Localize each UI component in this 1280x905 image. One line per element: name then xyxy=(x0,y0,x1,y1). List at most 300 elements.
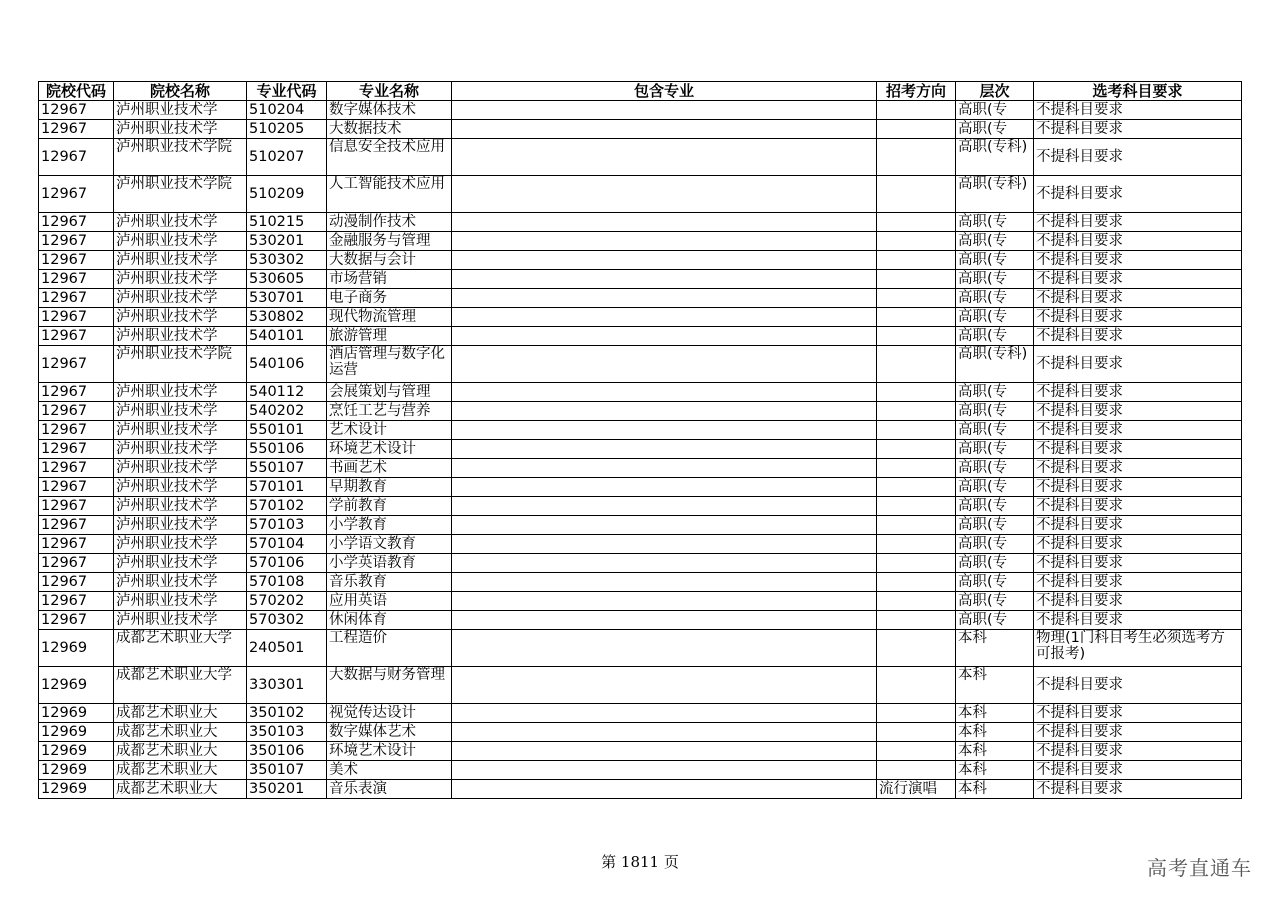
direction-cell xyxy=(877,289,956,308)
major-name-cell: 旅游管理 xyxy=(327,327,452,346)
school-code-cell: 12967 xyxy=(39,308,114,327)
major-code-cell: 570104 xyxy=(247,535,327,554)
subject-requirement-cell: 不提科目要求 xyxy=(1034,742,1242,761)
table-row xyxy=(39,289,1242,308)
direction-cell xyxy=(877,251,956,270)
school-name-cell: 成都艺术职业大 xyxy=(114,780,247,799)
table-row xyxy=(39,139,1242,176)
school-name-cell: 泸州职业技术学院 xyxy=(114,346,247,383)
school-code-cell: 12967 xyxy=(39,497,114,516)
major-name-cell: 学前教育 xyxy=(327,497,452,516)
table-row xyxy=(39,327,1242,346)
subject-requirement-cell: 不提科目要求 xyxy=(1034,573,1242,592)
level-cell: 高职(专 xyxy=(956,327,1034,346)
level-cell: 本科 xyxy=(956,742,1034,761)
level-cell: 高职(专 xyxy=(956,383,1034,402)
subject-requirement-cell: 不提科目要求 xyxy=(1034,780,1242,799)
major-code-cell: 350106 xyxy=(247,742,327,761)
included-majors-cell xyxy=(452,516,877,535)
school-name-cell: 泸州职业技术学院 xyxy=(114,176,247,213)
major-code-cell: 570202 xyxy=(247,592,327,611)
level-cell: 高职(专科) xyxy=(956,176,1034,213)
major-code-cell: 350201 xyxy=(247,780,327,799)
included-majors-cell xyxy=(452,327,877,346)
school-code-cell: 12967 xyxy=(39,516,114,535)
subject-requirement-cell: 不提科目要求 xyxy=(1034,516,1242,535)
subject-requirement-cell: 不提科目要求 xyxy=(1034,327,1242,346)
school-name-cell: 泸州职业技术学 xyxy=(114,554,247,573)
included-majors-cell xyxy=(452,120,877,139)
subject-requirement-cell: 不提科目要求 xyxy=(1034,383,1242,402)
direction-cell xyxy=(877,535,956,554)
included-majors-cell xyxy=(452,497,877,516)
major-name-cell: 电子商务 xyxy=(327,289,452,308)
direction-cell xyxy=(877,383,956,402)
school-code-cell: 12967 xyxy=(39,120,114,139)
level-cell: 本科 xyxy=(956,667,1034,704)
table-row xyxy=(39,554,1242,573)
subject-requirement-cell: 不提科目要求 xyxy=(1034,120,1242,139)
major-name-cell: 书画艺术 xyxy=(327,459,452,478)
direction-cell xyxy=(877,176,956,213)
level-cell: 高职(专 xyxy=(956,459,1034,478)
school-name-cell: 成都艺术职业大 xyxy=(114,742,247,761)
school-name-cell: 泸州职业技术学 xyxy=(114,402,247,421)
subject-requirement-cell: 不提科目要求 xyxy=(1034,478,1242,497)
table-row xyxy=(39,308,1242,327)
col-header: 专业代码 xyxy=(247,82,327,101)
school-code-cell: 12969 xyxy=(39,742,114,761)
included-majors-cell xyxy=(452,554,877,573)
school-name-cell: 泸州职业技术学 xyxy=(114,497,247,516)
major-name-cell: 小学语文教育 xyxy=(327,535,452,554)
included-majors-cell xyxy=(452,101,877,120)
level-cell: 高职(专 xyxy=(956,402,1034,421)
major-name-cell: 小学英语教育 xyxy=(327,554,452,573)
col-header: 选考科目要求 xyxy=(1034,82,1242,101)
table-body xyxy=(39,101,1242,799)
direction-cell xyxy=(877,723,956,742)
included-majors-cell xyxy=(452,421,877,440)
major-code-cell: 540106 xyxy=(247,346,327,383)
school-code-cell: 12967 xyxy=(39,383,114,402)
direction-cell xyxy=(877,742,956,761)
major-name-cell: 市场营销 xyxy=(327,270,452,289)
col-header: 院校代码 xyxy=(39,82,114,101)
major-code-cell: 570103 xyxy=(247,516,327,535)
subject-requirement-cell: 不提科目要求 xyxy=(1034,308,1242,327)
level-cell: 高职(专 xyxy=(956,497,1034,516)
level-cell: 高职(专科) xyxy=(956,346,1034,383)
school-name-cell: 泸州职业技术学 xyxy=(114,289,247,308)
table-row xyxy=(39,213,1242,232)
included-majors-cell xyxy=(452,535,877,554)
direction-cell xyxy=(877,421,956,440)
page-number: 第 1811 页 xyxy=(601,853,679,871)
major-code-cell: 530605 xyxy=(247,270,327,289)
school-name-cell: 泸州职业技术学 xyxy=(114,213,247,232)
col-header: 包含专业 xyxy=(452,82,877,101)
subject-requirement-cell: 不提科目要求 xyxy=(1034,232,1242,251)
table-row xyxy=(39,232,1242,251)
school-code-cell: 12967 xyxy=(39,611,114,630)
major-name-cell: 音乐教育 xyxy=(327,573,452,592)
table-row xyxy=(39,761,1242,780)
subject-requirement-cell: 不提科目要求 xyxy=(1034,611,1242,630)
direction-cell xyxy=(877,459,956,478)
school-code-cell: 12967 xyxy=(39,554,114,573)
major-code-cell: 530201 xyxy=(247,232,327,251)
table-row xyxy=(39,440,1242,459)
major-name-cell: 大数据技术 xyxy=(327,120,452,139)
table-row xyxy=(39,346,1242,383)
level-cell: 高职(专 xyxy=(956,554,1034,573)
school-code-cell: 12967 xyxy=(39,402,114,421)
major-code-cell: 350103 xyxy=(247,723,327,742)
subject-requirement-cell: 不提科目要求 xyxy=(1034,440,1242,459)
table-row xyxy=(39,611,1242,630)
included-majors-cell xyxy=(452,383,877,402)
subject-requirement-cell: 不提科目要求 xyxy=(1034,289,1242,308)
school-name-cell: 泸州职业技术学 xyxy=(114,270,247,289)
major-code-cell: 570302 xyxy=(247,611,327,630)
subject-requirement-cell: 不提科目要求 xyxy=(1034,346,1242,383)
major-name-cell: 金融服务与管理 xyxy=(327,232,452,251)
level-cell: 高职(专 xyxy=(956,440,1034,459)
major-name-cell: 烹饪工艺与营养 xyxy=(327,402,452,421)
included-majors-cell xyxy=(452,592,877,611)
major-name-cell: 数字媒体技术 xyxy=(327,101,452,120)
direction-cell xyxy=(877,630,956,667)
school-name-cell: 泸州职业技术学院 xyxy=(114,139,247,176)
col-header: 招考方向 xyxy=(877,82,956,101)
table-row xyxy=(39,101,1242,120)
table-row xyxy=(39,176,1242,213)
school-code-cell: 12967 xyxy=(39,478,114,497)
school-code-cell: 12967 xyxy=(39,251,114,270)
major-name-cell: 现代物流管理 xyxy=(327,308,452,327)
major-code-cell: 530802 xyxy=(247,308,327,327)
included-majors-cell xyxy=(452,761,877,780)
level-cell: 高职(专 xyxy=(956,516,1034,535)
header-row xyxy=(39,82,1242,101)
major-code-cell: 240501 xyxy=(247,630,327,667)
major-code-cell: 350107 xyxy=(247,761,327,780)
major-name-cell: 大数据与会计 xyxy=(327,251,452,270)
direction-cell xyxy=(877,101,956,120)
school-code-cell: 12967 xyxy=(39,213,114,232)
table-row xyxy=(39,421,1242,440)
direction-cell xyxy=(877,611,956,630)
subject-requirement-cell: 不提科目要求 xyxy=(1034,497,1242,516)
school-code-cell: 12969 xyxy=(39,723,114,742)
included-majors-cell xyxy=(452,346,877,383)
major-name-cell: 小学教育 xyxy=(327,516,452,535)
school-name-cell: 泸州职业技术学 xyxy=(114,101,247,120)
school-name-cell: 泸州职业技术学 xyxy=(114,440,247,459)
school-code-cell: 12967 xyxy=(39,289,114,308)
school-name-cell: 成都艺术职业大 xyxy=(114,761,247,780)
school-code-cell: 12969 xyxy=(39,761,114,780)
school-code-cell: 12967 xyxy=(39,592,114,611)
major-name-cell: 艺术设计 xyxy=(327,421,452,440)
direction-cell xyxy=(877,440,956,459)
subject-requirement-cell: 不提科目要求 xyxy=(1034,704,1242,723)
level-cell: 高职(专 xyxy=(956,120,1034,139)
direction-cell xyxy=(877,478,956,497)
major-name-cell: 动漫制作技术 xyxy=(327,213,452,232)
direction-cell: 流行演唱 xyxy=(877,780,956,799)
subject-requirement-cell: 不提科目要求 xyxy=(1034,761,1242,780)
table-row xyxy=(39,459,1242,478)
subject-requirement-cell: 不提科目要求 xyxy=(1034,421,1242,440)
included-majors-cell xyxy=(452,251,877,270)
direction-cell xyxy=(877,232,956,251)
school-code-cell: 12969 xyxy=(39,780,114,799)
major-code-cell: 530302 xyxy=(247,251,327,270)
school-name-cell: 泸州职业技术学 xyxy=(114,516,247,535)
subject-requirement-cell: 不提科目要求 xyxy=(1034,535,1242,554)
direction-cell xyxy=(877,139,956,176)
major-name-cell: 视觉传达设计 xyxy=(327,704,452,723)
major-name-cell: 早期教育 xyxy=(327,478,452,497)
level-cell: 高职(专 xyxy=(956,289,1034,308)
school-name-cell: 泸州职业技术学 xyxy=(114,327,247,346)
major-code-cell: 510215 xyxy=(247,213,327,232)
included-majors-cell xyxy=(452,232,877,251)
direction-cell xyxy=(877,704,956,723)
level-cell: 本科 xyxy=(956,630,1034,667)
major-name-cell: 环境艺术设计 xyxy=(327,742,452,761)
subject-requirement-cell: 不提科目要求 xyxy=(1034,459,1242,478)
subject-requirement-cell: 不提科目要求 xyxy=(1034,251,1242,270)
major-code-cell: 570106 xyxy=(247,554,327,573)
school-code-cell: 12967 xyxy=(39,232,114,251)
table-row xyxy=(39,742,1242,761)
table-row xyxy=(39,402,1242,421)
major-code-cell: 330301 xyxy=(247,667,327,704)
school-code-cell: 12969 xyxy=(39,630,114,667)
direction-cell xyxy=(877,308,956,327)
major-code-cell: 350102 xyxy=(247,704,327,723)
school-name-cell: 泸州职业技术学 xyxy=(114,592,247,611)
level-cell: 高职(专 xyxy=(956,535,1034,554)
level-cell: 本科 xyxy=(956,761,1034,780)
subject-requirement-cell: 不提科目要求 xyxy=(1034,554,1242,573)
school-name-cell: 泸州职业技术学 xyxy=(114,535,247,554)
major-code-cell: 510209 xyxy=(247,176,327,213)
school-code-cell: 12967 xyxy=(39,327,114,346)
school-name-cell: 泸州职业技术学 xyxy=(114,251,247,270)
included-majors-cell xyxy=(452,611,877,630)
level-cell: 高职(专 xyxy=(956,592,1034,611)
level-cell: 高职(专 xyxy=(956,232,1034,251)
table-row xyxy=(39,251,1242,270)
table-row xyxy=(39,535,1242,554)
school-code-cell: 12967 xyxy=(39,346,114,383)
major-code-cell: 540101 xyxy=(247,327,327,346)
major-name-cell: 休闲体育 xyxy=(327,611,452,630)
major-name-cell: 大数据与财务管理 xyxy=(327,667,452,704)
direction-cell xyxy=(877,667,956,704)
level-cell: 本科 xyxy=(956,704,1034,723)
included-majors-cell xyxy=(452,459,877,478)
direction-cell xyxy=(877,346,956,383)
major-name-cell: 会展策划与管理 xyxy=(327,383,452,402)
table-row xyxy=(39,573,1242,592)
major-name-cell: 信息安全技术应用 xyxy=(327,139,452,176)
level-cell: 高职(专 xyxy=(956,308,1034,327)
school-name-cell: 泸州职业技术学 xyxy=(114,421,247,440)
watermark-logo: 高考直通车 xyxy=(1147,856,1252,880)
major-code-cell: 550101 xyxy=(247,421,327,440)
level-cell: 高职(专 xyxy=(956,213,1034,232)
major-name-cell: 工程造价 xyxy=(327,630,452,667)
direction-cell xyxy=(877,516,956,535)
subject-requirement-cell: 不提科目要求 xyxy=(1034,101,1242,120)
level-cell: 高职(专 xyxy=(956,611,1034,630)
level-cell: 本科 xyxy=(956,780,1034,799)
table-row xyxy=(39,780,1242,799)
major-code-cell: 530701 xyxy=(247,289,327,308)
school-code-cell: 12967 xyxy=(39,139,114,176)
school-code-cell: 12967 xyxy=(39,535,114,554)
direction-cell xyxy=(877,761,956,780)
included-majors-cell xyxy=(452,289,877,308)
school-code-cell: 12967 xyxy=(39,459,114,478)
school-code-cell: 12967 xyxy=(39,440,114,459)
direction-cell xyxy=(877,592,956,611)
school-code-cell: 12967 xyxy=(39,421,114,440)
included-majors-cell xyxy=(452,270,877,289)
level-cell: 本科 xyxy=(956,723,1034,742)
direction-cell xyxy=(877,270,956,289)
subject-requirement-cell: 不提科目要求 xyxy=(1034,723,1242,742)
school-name-cell: 泸州职业技术学 xyxy=(114,232,247,251)
included-majors-cell xyxy=(452,478,877,497)
included-majors-cell xyxy=(452,742,877,761)
school-code-cell: 12967 xyxy=(39,573,114,592)
direction-cell xyxy=(877,213,956,232)
major-code-cell: 540112 xyxy=(247,383,327,402)
subject-requirement-cell: 不提科目要求 xyxy=(1034,270,1242,289)
school-name-cell: 泸州职业技术学 xyxy=(114,308,247,327)
table-row xyxy=(39,497,1242,516)
included-majors-cell xyxy=(452,630,877,667)
school-code-cell: 12969 xyxy=(39,667,114,704)
table-row xyxy=(39,383,1242,402)
school-name-cell: 成都艺术职业大学 xyxy=(114,667,247,704)
col-header: 专业名称 xyxy=(327,82,452,101)
level-cell: 高职(专 xyxy=(956,478,1034,497)
level-cell: 高职(专 xyxy=(956,101,1034,120)
school-code-cell: 12967 xyxy=(39,101,114,120)
subject-requirement-cell: 不提科目要求 xyxy=(1034,139,1242,176)
included-majors-cell xyxy=(452,780,877,799)
major-code-cell: 510205 xyxy=(247,120,327,139)
major-code-cell: 570108 xyxy=(247,573,327,592)
major-code-cell: 570102 xyxy=(247,497,327,516)
col-header: 院校名称 xyxy=(114,82,247,101)
included-majors-cell xyxy=(452,573,877,592)
level-cell: 高职(专 xyxy=(956,251,1034,270)
table-row xyxy=(39,592,1242,611)
included-majors-cell xyxy=(452,139,877,176)
major-code-cell: 510204 xyxy=(247,101,327,120)
table-row xyxy=(39,516,1242,535)
direction-cell xyxy=(877,120,956,139)
admission-table xyxy=(38,81,1242,799)
major-code-cell: 510207 xyxy=(247,139,327,176)
school-code-cell: 12969 xyxy=(39,704,114,723)
major-name-cell: 人工智能技术应用 xyxy=(327,176,452,213)
subject-requirement-cell: 物理(1门科目考生必须选考方可报考) xyxy=(1034,630,1242,667)
direction-cell xyxy=(877,327,956,346)
school-name-cell: 成都艺术职业大 xyxy=(114,723,247,742)
direction-cell xyxy=(877,402,956,421)
table-row xyxy=(39,723,1242,742)
table-row xyxy=(39,704,1242,723)
level-cell: 高职(专 xyxy=(956,573,1034,592)
included-majors-cell xyxy=(452,440,877,459)
school-code-cell: 12967 xyxy=(39,176,114,213)
school-name-cell: 泸州职业技术学 xyxy=(114,459,247,478)
included-majors-cell xyxy=(452,704,877,723)
included-majors-cell xyxy=(452,402,877,421)
school-name-cell: 泸州职业技术学 xyxy=(114,120,247,139)
major-code-cell: 570101 xyxy=(247,478,327,497)
school-name-cell: 泸州职业技术学 xyxy=(114,573,247,592)
major-name-cell: 数字媒体艺术 xyxy=(327,723,452,742)
included-majors-cell xyxy=(452,213,877,232)
table-row xyxy=(39,270,1242,289)
included-majors-cell xyxy=(452,723,877,742)
school-name-cell: 成都艺术职业大学 xyxy=(114,630,247,667)
major-code-cell: 550106 xyxy=(247,440,327,459)
major-code-cell: 540202 xyxy=(247,402,327,421)
table-row xyxy=(39,667,1242,704)
major-name-cell: 酒店管理与数字化运营 xyxy=(327,346,452,383)
major-name-cell: 应用英语 xyxy=(327,592,452,611)
school-name-cell: 泸州职业技术学 xyxy=(114,383,247,402)
level-cell: 高职(专 xyxy=(956,421,1034,440)
table-row xyxy=(39,630,1242,667)
subject-requirement-cell: 不提科目要求 xyxy=(1034,176,1242,213)
subject-requirement-cell: 不提科目要求 xyxy=(1034,667,1242,704)
major-name-cell: 美术 xyxy=(327,761,452,780)
included-majors-cell xyxy=(452,667,877,704)
subject-requirement-cell: 不提科目要求 xyxy=(1034,402,1242,421)
level-cell: 高职(专 xyxy=(956,270,1034,289)
col-header: 层次 xyxy=(956,82,1034,101)
school-name-cell: 成都艺术职业大 xyxy=(114,704,247,723)
major-name-cell: 音乐表演 xyxy=(327,780,452,799)
table-row xyxy=(39,120,1242,139)
direction-cell xyxy=(877,497,956,516)
major-name-cell: 环境艺术设计 xyxy=(327,440,452,459)
school-name-cell: 泸州职业技术学 xyxy=(114,611,247,630)
school-name-cell: 泸州职业技术学 xyxy=(114,478,247,497)
included-majors-cell xyxy=(452,308,877,327)
subject-requirement-cell: 不提科目要求 xyxy=(1034,213,1242,232)
direction-cell xyxy=(877,573,956,592)
level-cell: 高职(专科) xyxy=(956,139,1034,176)
table-row xyxy=(39,478,1242,497)
major-code-cell: 550107 xyxy=(247,459,327,478)
school-code-cell: 12967 xyxy=(39,270,114,289)
subject-requirement-cell: 不提科目要求 xyxy=(1034,592,1242,611)
included-majors-cell xyxy=(452,176,877,213)
